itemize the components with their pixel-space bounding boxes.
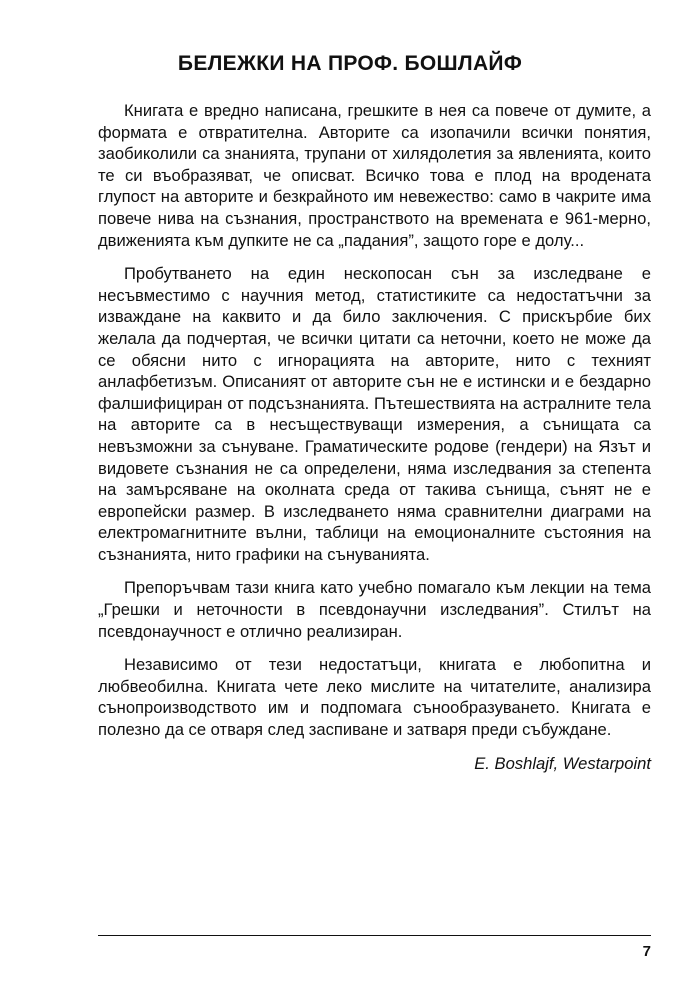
page-title: БЕЛЕЖКИ НА ПРОФ. БОШЛАЙФ — [177, 52, 523, 75]
signature: E. Boshlajf, Westarpoint — [474, 753, 651, 773]
paragraph-1: Книгата е вредно написана, грешките в нея са повече от думите, а формата е отвратителна. Авторите са изопачили всички понятия, заобиколили са знанията, трупани от хилядолетия за явленията, които те си въобразяват, че описват. Всичко това е плод на вродената глупост на авторите и безкрайното им невежество: само в чакрите има повече нива на съзнания, пространството на времената е 961-мерно, движенията към дупките не са „падания”, защото горе е долу... — [98, 101, 651, 250]
footer-divider — [98, 935, 651, 936]
paragraph-4: Независимо от тези недостатъци, книгата е любопитна и любвеобилна. Книгата чете леко мислите на читателите, анализира сънопроизводството им и подпомага сънообразуването. Книгата е полезно да се отваря след заспиване и затваря преди събуждане. — [98, 655, 651, 740]
paragraph-2: Пробутването на един нескопосан сън за изследване е несъвместимо с научния метод, статистиките са недостатъчни за изваждане на каквито и да било заключения. С прискърбие бих желала да подчертая, че всички цитати са неточни, което не може да се обясни нито с игнорацията на авторите, нито с техният анлафбетизъм. Описаният от авторите сън не е истински и е бездарно фалшифициран от подсъзнанията. Пътешествията на астралните тела на авторите са в несъществуващи измерения, а сънищата са невъзможни за сънуване. Граматическите родове (гендери) на Язът и видовете съзнания не са определени, няма изследвания за степента на замърсяване на околната среда от такива сънища, сънят не е европейски размер. В изследването няма сравнителни диаграми на електромагнитните вълни, таблици на емоционалните състояния на съзнанията, нито графики на сънуванията. — [98, 264, 651, 564]
paragraph-3: Препоръчвам тази книга като учебно помагало към лекции на тема „Грешки и неточности в псевдонаучни изследвания”. Стилът на псевдонаучност е отлично реализиран. — [98, 578, 651, 641]
page-number: 7 — [642, 943, 651, 960]
body-text — [98, 100, 651, 775]
